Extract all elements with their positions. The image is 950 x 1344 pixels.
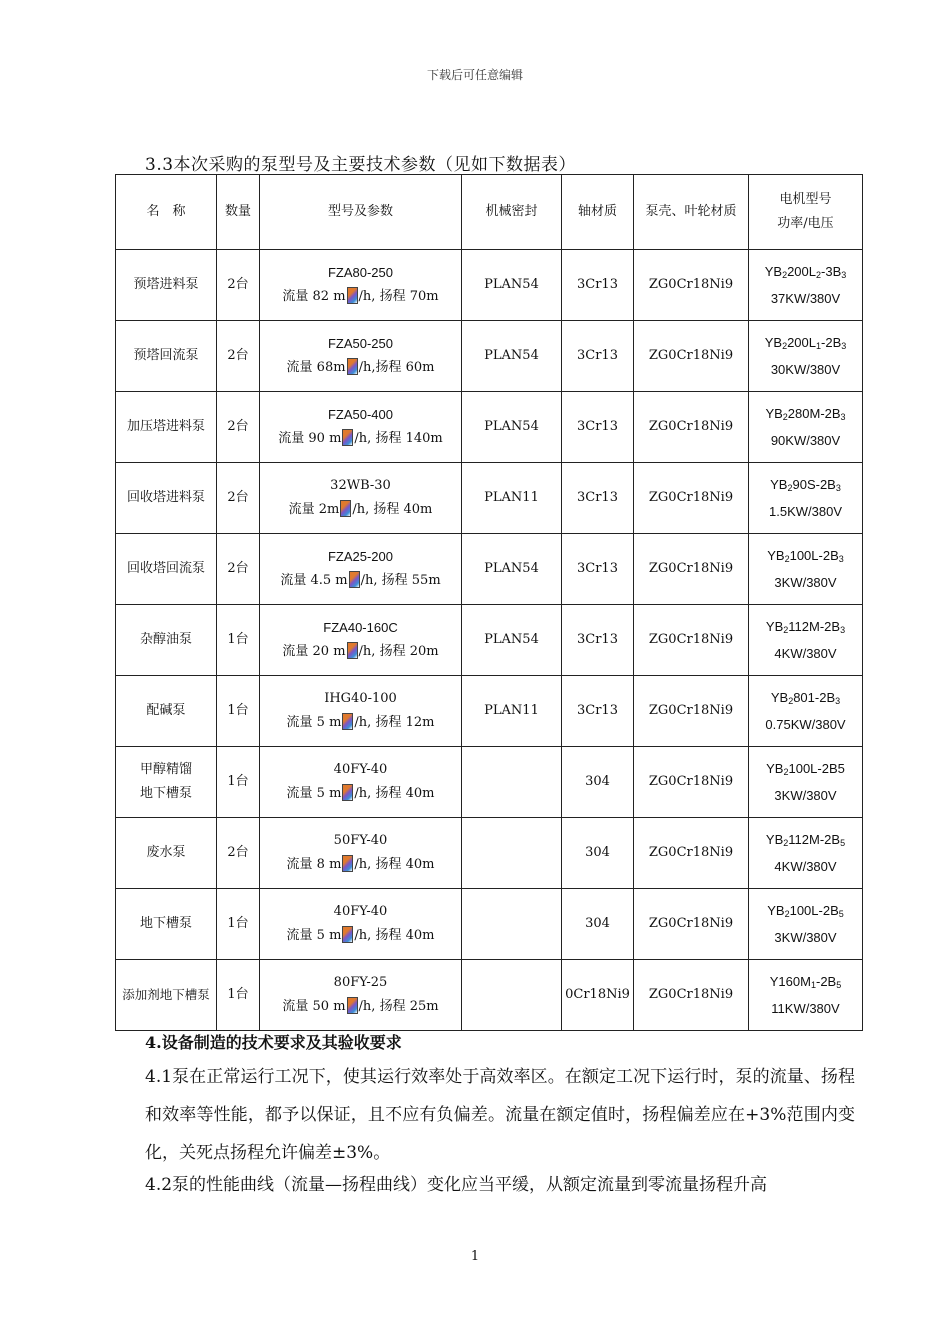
cell-shaft: 304 bbox=[562, 818, 634, 889]
pump-model: 32WB-30 bbox=[330, 478, 391, 493]
cell-model-params bbox=[260, 605, 462, 676]
cell-casing: ZG0Cr18Ni9 bbox=[634, 250, 749, 321]
cell-seal bbox=[462, 747, 562, 818]
motor-power: 3KW/380V bbox=[774, 929, 837, 945]
page-number: 1 bbox=[470, 1249, 480, 1264]
cell-casing: ZG0Cr18Ni9 bbox=[634, 321, 749, 392]
cell-seal: PLAN54 bbox=[462, 321, 562, 392]
pump-model: FZA50-250 bbox=[327, 336, 394, 351]
flow-suffix: /h, 扬程 40m bbox=[354, 857, 435, 872]
paragraph-4-2: 4.2泵的性能曲线（流量—扬程曲线）变化应当平缓，从额定流量到零流量扬程升高 bbox=[145, 1175, 768, 1195]
cell-pump-name: 回收塔进料泵 bbox=[116, 463, 217, 534]
cell-qty: 2台 bbox=[217, 818, 260, 889]
cubic-unit-icon bbox=[347, 642, 358, 659]
pump-spec-table bbox=[115, 174, 863, 1031]
flow-prefix: 流量 68m bbox=[286, 360, 346, 375]
flow-head-params bbox=[260, 782, 461, 806]
cubic-unit-icon bbox=[342, 926, 353, 943]
cell-model-params bbox=[260, 250, 462, 321]
cell-qty: 2台 bbox=[217, 534, 260, 605]
cell-pump-name: 加压塔进料泵 bbox=[116, 392, 217, 463]
motor-power: 1.5KW/380V bbox=[769, 503, 842, 519]
cell-shaft: 3Cr13 bbox=[562, 463, 634, 534]
flow-prefix: 流量 82 m bbox=[282, 289, 346, 304]
motor-model: $YB_2100L-2B5$ bbox=[766, 760, 845, 777]
cell-model-params bbox=[260, 960, 462, 1031]
flow-prefix: 流量 5 m bbox=[286, 715, 342, 730]
motor-model: $YB_2280M-2B_3$ bbox=[765, 405, 846, 422]
cell-model-params bbox=[260, 676, 462, 747]
cell-pump-name: 配碱泵 bbox=[116, 676, 217, 747]
flow-suffix: /h, 扬程 20m bbox=[358, 644, 439, 659]
cell-seal: PLAN54 bbox=[462, 392, 562, 463]
motor-model: $YB_2100L-2B_3$ bbox=[767, 547, 844, 564]
flow-prefix: 流量 50 m bbox=[282, 999, 346, 1014]
pump-model: FZA40-160C bbox=[323, 620, 398, 635]
motor-model: $YB_2112M-2B_3$ bbox=[765, 618, 846, 635]
pump-model: 50FY-40 bbox=[333, 833, 388, 848]
motor-model: $YB_290S-2B_3$ bbox=[770, 476, 841, 493]
flow-suffix: /h, 扬程 70m bbox=[358, 289, 439, 304]
table-header-row bbox=[116, 175, 863, 250]
flow-suffix: /h, 扬程 40m bbox=[354, 786, 435, 801]
motor-power: 3KW/380V bbox=[774, 574, 837, 590]
motor-model: $YB_2801-2B_3$ bbox=[770, 689, 841, 706]
cell-model-params bbox=[260, 392, 462, 463]
section4-title: 4.设备制造的技术要求及其验收要求 bbox=[145, 1033, 402, 1052]
cell-model-params bbox=[260, 321, 462, 392]
cell-shaft: 3Cr13 bbox=[562, 250, 634, 321]
motor-power: 30KW/380V bbox=[770, 361, 841, 377]
cubic-unit-icon bbox=[342, 855, 353, 872]
flow-prefix: 流量 90 m bbox=[278, 431, 342, 446]
paragraph-4-1: 4.1泵在正常运行工况下，使其运行效率处于高效率区。在额定工况下运行时，泵的流量、扬程和效率等性能，都予以保证，且不应有负偏差。流量在额定值时，扬程偏差应在+3%范围内变化，关死点扬程允许偏差±3%。 bbox=[145, 1067, 855, 1163]
cell-casing: ZG0Cr18Ni9 bbox=[634, 747, 749, 818]
flow-head-params bbox=[260, 285, 461, 309]
cell-seal: PLAN54 bbox=[462, 250, 562, 321]
cell-casing: ZG0Cr18Ni9 bbox=[634, 463, 749, 534]
cell-qty: 1台 bbox=[217, 676, 260, 747]
pump-model: 40FY-40 bbox=[333, 762, 388, 777]
cell-seal: PLAN54 bbox=[462, 605, 562, 676]
cell-shaft: 304 bbox=[562, 889, 634, 960]
table-row bbox=[116, 605, 863, 676]
cell-shaft: 0Cr18Ni9 bbox=[562, 960, 634, 1031]
cell-seal: PLAN54 bbox=[462, 534, 562, 605]
cell-qty: 2台 bbox=[217, 250, 260, 321]
flow-suffix: /h, 扬程 55m bbox=[360, 573, 441, 588]
header-qty: 数量 bbox=[217, 175, 260, 250]
motor-model: $YB_2200L_2-3B_3$ bbox=[764, 263, 847, 280]
header-casing: 泵壳、叶轮材质 bbox=[634, 175, 749, 250]
cubic-unit-icon bbox=[342, 429, 353, 446]
cell-pump-name: 废水泵 bbox=[116, 818, 217, 889]
flow-head-params bbox=[260, 569, 461, 593]
flow-prefix: 流量 8 m bbox=[286, 857, 342, 872]
cell-qty: 1台 bbox=[217, 960, 260, 1031]
cell-casing: ZG0Cr18Ni9 bbox=[634, 392, 749, 463]
cell-qty: 1台 bbox=[217, 889, 260, 960]
cell-motor bbox=[749, 818, 863, 889]
cell-qty: 2台 bbox=[217, 392, 260, 463]
cell-pump-name: 杂醇油泵 bbox=[116, 605, 217, 676]
cell-seal bbox=[462, 960, 562, 1031]
cell-pump-name: 回收塔回流泵 bbox=[116, 534, 217, 605]
table-row bbox=[116, 392, 863, 463]
cubic-unit-icon bbox=[342, 784, 353, 801]
cell-motor bbox=[749, 747, 863, 818]
cell-pump-name: 预塔回流泵 bbox=[116, 321, 217, 392]
cell-motor bbox=[749, 960, 863, 1031]
flow-suffix: /h, 扬程 25m bbox=[358, 999, 439, 1014]
cell-qty: 1台 bbox=[217, 747, 260, 818]
pump-model: 40FY-40 bbox=[333, 904, 388, 919]
motor-power: 4KW/380V bbox=[774, 645, 837, 661]
pump-name-line: 地下槽泵 bbox=[139, 786, 192, 801]
flow-suffix: /h, 扬程 40m bbox=[354, 928, 435, 943]
header-motor bbox=[749, 175, 863, 250]
cell-motor bbox=[749, 889, 863, 960]
flow-suffix: /h, 扬程 140m bbox=[354, 431, 443, 446]
header-shaft: 轴材质 bbox=[562, 175, 634, 250]
header-motor-line2: 功率/电压 bbox=[777, 216, 834, 231]
cell-pump-name bbox=[116, 747, 217, 818]
header-name: 名 称 bbox=[116, 175, 217, 250]
flow-head-params bbox=[260, 356, 461, 380]
flow-head-params bbox=[260, 427, 461, 451]
motor-model: $YB_2112M-2B_5$ bbox=[765, 831, 846, 848]
flow-prefix: 流量 5 m bbox=[286, 786, 342, 801]
cell-casing: ZG0Cr18Ni9 bbox=[634, 605, 749, 676]
cubic-unit-icon bbox=[342, 713, 353, 730]
pump-model: IHG40-100 bbox=[324, 691, 397, 706]
cell-qty: 2台 bbox=[217, 321, 260, 392]
table-row bbox=[116, 818, 863, 889]
cell-pump-name: 添加剂地下槽泵 bbox=[116, 960, 217, 1031]
motor-power: 3KW/380V bbox=[774, 787, 837, 803]
motor-power: 90KW/380V bbox=[770, 432, 841, 448]
cell-casing: ZG0Cr18Ni9 bbox=[634, 960, 749, 1031]
flow-prefix: 流量 5 m bbox=[286, 928, 342, 943]
section-title: 3.3本次采购的泵型号及主要技术参数（见如下数据表） bbox=[145, 155, 577, 175]
pump-model: FZA25-200 bbox=[327, 549, 394, 564]
cell-qty: 1台 bbox=[217, 605, 260, 676]
cell-seal bbox=[462, 818, 562, 889]
flow-head-params bbox=[260, 853, 461, 877]
cell-motor bbox=[749, 605, 863, 676]
motor-model: $YB_2200L_1-2B_3$ bbox=[764, 334, 847, 351]
table-row bbox=[116, 321, 863, 392]
cell-shaft: 304 bbox=[562, 747, 634, 818]
cubic-unit-icon bbox=[349, 571, 360, 588]
flow-prefix: 流量 2m bbox=[288, 502, 340, 517]
cell-casing: ZG0Cr18Ni9 bbox=[634, 676, 749, 747]
flow-prefix: 流量 20 m bbox=[282, 644, 346, 659]
flow-head-params bbox=[260, 498, 461, 522]
table-row bbox=[116, 463, 863, 534]
flow-suffix: /h, 扬程 12m bbox=[354, 715, 435, 730]
table-row bbox=[116, 250, 863, 321]
table-row bbox=[116, 889, 863, 960]
pump-model: FZA80-250 bbox=[327, 265, 394, 280]
cubic-unit-icon bbox=[347, 287, 358, 304]
cell-model-params bbox=[260, 534, 462, 605]
cell-casing: ZG0Cr18Ni9 bbox=[634, 818, 749, 889]
cell-seal: PLAN11 bbox=[462, 463, 562, 534]
motor-power: 0.75KW/380V bbox=[765, 716, 846, 732]
cell-casing: ZG0Cr18Ni9 bbox=[634, 534, 749, 605]
header-model: 型号及参数 bbox=[260, 175, 462, 250]
cell-qty: 2台 bbox=[217, 463, 260, 534]
motor-power: 11KW/380V bbox=[771, 1000, 840, 1016]
cell-model-params bbox=[260, 818, 462, 889]
table-row bbox=[116, 676, 863, 747]
cell-shaft: 3Cr13 bbox=[562, 605, 634, 676]
flow-suffix: /h, 扬程 40m bbox=[352, 502, 433, 517]
cell-model-params bbox=[260, 889, 462, 960]
motor-model: $Y160M_1-2B_5$ bbox=[769, 973, 842, 990]
cubic-unit-icon bbox=[347, 997, 358, 1014]
cell-motor bbox=[749, 250, 863, 321]
cell-seal bbox=[462, 889, 562, 960]
cell-motor bbox=[749, 463, 863, 534]
cubic-unit-icon bbox=[340, 500, 351, 517]
table-row bbox=[116, 747, 863, 818]
header-note: 下载后可任意编辑 bbox=[426, 68, 523, 82]
motor-power: 4KW/380V bbox=[774, 858, 837, 874]
flow-head-params bbox=[260, 995, 461, 1019]
pump-name-line: 甲醇精馏 bbox=[139, 762, 192, 777]
flow-prefix: 流量 4.5 m bbox=[280, 573, 348, 588]
cubic-unit-icon bbox=[347, 358, 358, 375]
cell-seal: PLAN11 bbox=[462, 676, 562, 747]
pump-model: FZA50-400 bbox=[327, 407, 394, 422]
header-seal: 机械密封 bbox=[462, 175, 562, 250]
cell-motor bbox=[749, 676, 863, 747]
cell-shaft: 3Cr13 bbox=[562, 534, 634, 605]
flow-suffix: /h,扬程 60m bbox=[358, 360, 435, 375]
cell-casing: ZG0Cr18Ni9 bbox=[634, 889, 749, 960]
cell-model-params bbox=[260, 747, 462, 818]
header-motor-line1: 电机型号 bbox=[779, 192, 832, 207]
flow-head-params bbox=[260, 924, 461, 948]
cell-shaft: 3Cr13 bbox=[562, 321, 634, 392]
cell-motor bbox=[749, 392, 863, 463]
cell-pump-name: 预塔进料泵 bbox=[116, 250, 217, 321]
cell-shaft: 3Cr13 bbox=[562, 676, 634, 747]
cell-motor bbox=[749, 321, 863, 392]
motor-power: 37KW/380V bbox=[770, 290, 841, 306]
pump-model: 80FY-25 bbox=[333, 975, 388, 990]
flow-head-params bbox=[260, 640, 461, 664]
table-row bbox=[116, 534, 863, 605]
motor-model: $YB_2100L-2B_5$ bbox=[767, 902, 844, 919]
cell-model-params bbox=[260, 463, 462, 534]
cell-shaft: 3Cr13 bbox=[562, 392, 634, 463]
table-row bbox=[116, 960, 863, 1031]
flow-head-params bbox=[260, 711, 461, 735]
cell-motor bbox=[749, 534, 863, 605]
cell-pump-name: 地下槽泵 bbox=[116, 889, 217, 960]
